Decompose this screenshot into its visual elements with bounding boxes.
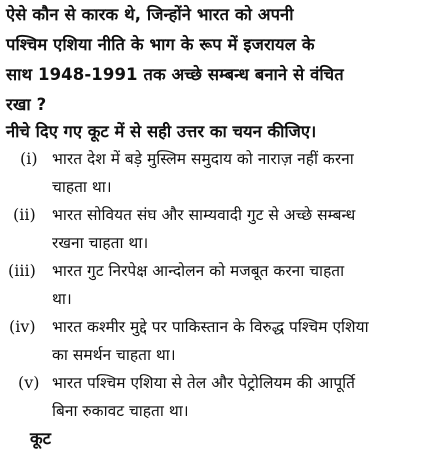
option-2-line-2: रखना चाहता था। [52,234,149,252]
option-5-line-2: बिना रुकावट चाहता था। [52,402,189,420]
option-5-line-1: भारत पश्चिम एशिया से तेल और पेट्रोलियम की आपूर्ति [52,374,355,392]
option-4-number: (iv) [9,317,36,336]
option-1-number: (i) [20,149,38,168]
option-2-line-1: भारत सोवियत संघ और साम्यवादी गुट से अच्छे सम्बन्ध [52,206,356,224]
option-4-line-2: का समर्थन चाहता था। [52,346,176,364]
instruction-line: नीचे दिए गए कूट में से सही उत्तर का चयन कीजिए। [6,122,317,141]
question-line-4: रखा ? [6,95,47,114]
option-4-line-1: भारत कश्मीर मुद्दे पर पाकिस्तान के विरुद्ध पश्चिम एशिया [52,318,369,336]
code-heading: कूट [30,429,51,448]
question-line-1: ऐसे कौन से कारक थे, जिन्होंने भारत को अपनी [6,5,294,24]
question-line-3: साथ 1948-1991 तक अच्छे सम्बन्ध बनाने से वंचित [6,65,344,84]
option-3-line-1: भारत गुट निरपेक्ष आन्दोलन को मजबूत करना चाहता [52,262,345,280]
option-2-number: (ii) [13,205,36,224]
option-1-line-2: चाहता था। [52,178,112,196]
option-5-number: (v) [18,373,40,392]
question-line-2: पश्चिम एशिया नीति के भाग के रूप में इजरायल के [6,35,315,54]
option-1-line-1: भारत देश में बड़े मुस्लिम समुदाय को नाराज़ नहीं करना [52,150,354,168]
option-3-line-2: था। [52,290,72,308]
option-3-number: (iii) [8,261,36,280]
